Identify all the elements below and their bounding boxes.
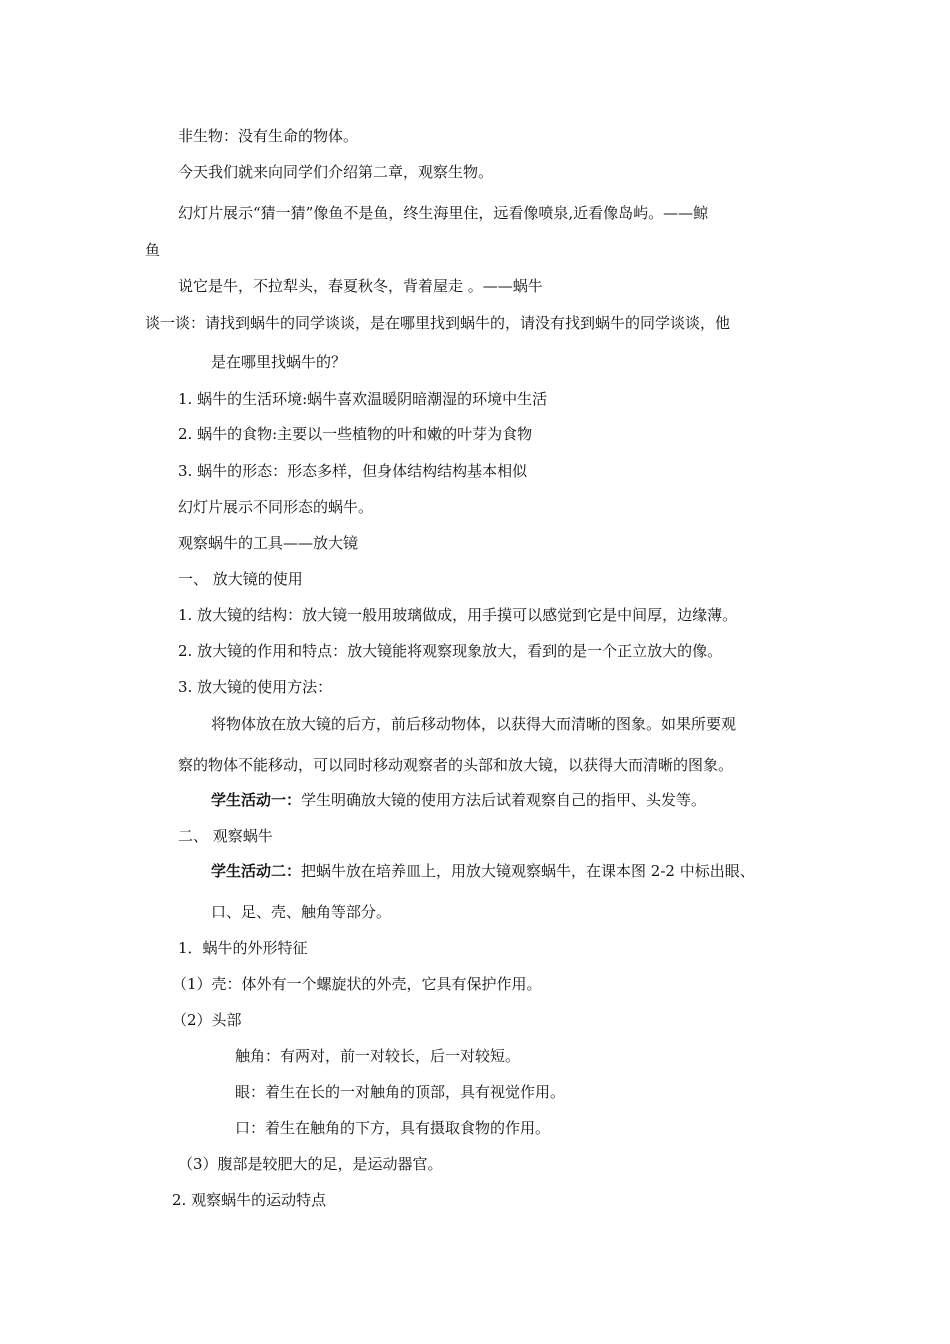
list-item-magnifier-usage: 3. 放大镜的使用方法： [178,678,333,696]
list-item-shell: （1）壳：体外有一个螺旋状的外壳，它具有保护作用。 [172,975,542,993]
list-item-habitat: 1. 蜗牛的生活环境:蜗牛喜欢温暖阴暗潮湿的环境中生活 [178,390,548,408]
paragraph-discussion: 谈一谈：请找到蜗牛的同学谈谈，是在哪里找到蜗牛的，请没有找到蜗牛的同学谈谈，他 [145,314,731,332]
activity-one-text: 学生明确放大镜的使用方法后试着观察自己的指甲、头发等。 [301,791,707,809]
paragraph-tool: 观察蜗牛的工具——放大镜 [178,534,359,552]
paragraph-discussion-cont: 是在哪里找蜗牛的？ [211,353,347,371]
paragraph-nonliving: 非生物：没有生命的物体。 [178,127,359,145]
list-item-magnifier-function: 2. 放大镜的作用和特点：放大镜能将观察现象放大，看到的是一个正立放大的像。 [178,642,723,660]
paragraph-activity-one [211,790,706,810]
list-item-abdomen: （3）腹部是较肥大的足，是运动器官。 [178,1155,443,1173]
paragraph-intro: 今天我们就来向同学们介绍第二章，观察生物。 [178,163,494,181]
paragraph-slides: 幻灯片展示不同形态的蜗牛。 [178,498,374,516]
paragraph-usage-2: 察的物体不能移动，可以同时移动观察者的头部和放大镜，以获得大而清晰的图象。 [178,756,734,774]
list-item-shape: 3. 蜗牛的形态：形态多样，但身体结构结构基本相似 [178,462,528,480]
subheading-appearance: 1．蜗牛的外形特征 [178,939,308,957]
activity-two-label: 学生活动二： [211,862,302,880]
activity-one-label: 学生活动一： [211,791,302,809]
paragraph-riddle-snail: 说它是牛，不拉犁头，春夏秋冬，背着屋走 。——蜗牛 [178,277,543,295]
subheading-movement: 2. 观察蜗牛的运动特点 [172,1191,327,1209]
list-item-head: （2）头部 [172,1011,242,1029]
section-heading-observe: 二、 观察蜗牛 [178,827,273,845]
paragraph-usage-1: 将物体放在放大镜的后方，前后移动物体，以获得大而清晰的图象。如果所要观 [211,715,737,733]
list-item-food: 2. 蜗牛的食物:主要以一些植物的叶和嫩的叶芽为食物 [178,425,533,443]
paragraph-riddle-whale-cont: 鱼 [145,241,161,259]
list-item-magnifier-structure: 1. 放大镜的结构：放大镜一般用玻璃做成，用手摸可以感觉到它是中间厚，边缘薄。 [178,606,738,624]
activity-two-text: 把蜗牛放在培养皿上，用放大镜观察蜗牛，在课本图 2-2 中标出眼、 [301,862,755,880]
paragraph-activity-two-cont: 口、足、壳、触角等部分。 [211,903,392,921]
list-item-mouth: 口：着生在触角的下方，具有摄取食物的作用。 [235,1119,551,1137]
paragraph-riddle-whale: 幻灯片展示“猜一猜”像鱼不是鱼，终生海里住，远看像喷泉,近看像岛屿。——鲸 [178,204,709,222]
section-heading-magnifier: 一、 放大镜的使用 [178,570,303,588]
list-item-tentacles: 触角：有两对，前一对较长，后一对较短。 [235,1047,521,1065]
paragraph-activity-two [211,861,755,881]
list-item-eyes: 眼：着生在长的一对触角的顶部，具有视觉作用。 [235,1083,566,1101]
